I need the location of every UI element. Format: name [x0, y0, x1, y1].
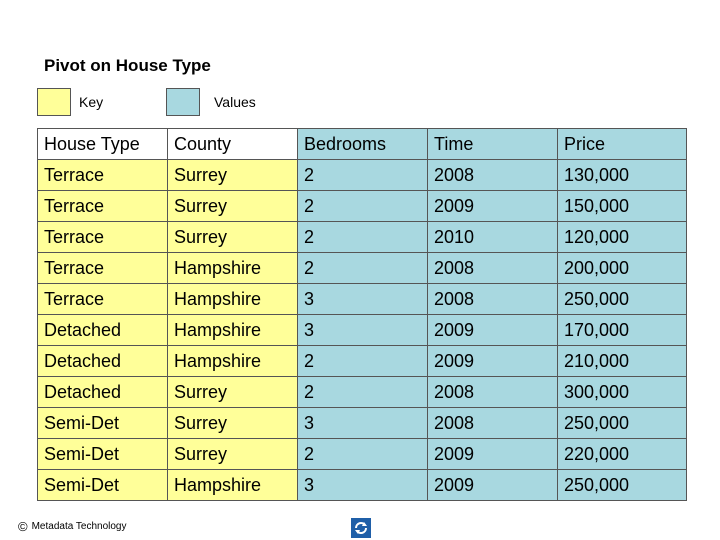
table-row: [38, 470, 687, 501]
cell-house-type: Terrace: [38, 160, 168, 191]
cell-county: Hampshire: [168, 470, 298, 501]
cell-time: 2009: [428, 315, 558, 346]
table-header-row: [38, 129, 687, 160]
cell-county: Hampshire: [168, 346, 298, 377]
cell-time: 2009: [428, 346, 558, 377]
cell-bedrooms: 3: [298, 408, 428, 439]
cell-house-type: Terrace: [38, 253, 168, 284]
cell-bedrooms: 2: [298, 222, 428, 253]
pivot-table: [37, 128, 687, 501]
header-time: Time: [428, 129, 558, 160]
cell-price: 210,000: [558, 346, 687, 377]
cell-bedrooms: 2: [298, 191, 428, 222]
cell-time: 2008: [428, 160, 558, 191]
cell-time: 2008: [428, 253, 558, 284]
recycle-arrows-icon: [351, 518, 371, 538]
table-row: [38, 346, 687, 377]
cell-bedrooms: 2: [298, 377, 428, 408]
cell-bedrooms: 3: [298, 315, 428, 346]
cell-house-type: Terrace: [38, 222, 168, 253]
cell-price: 170,000: [558, 315, 687, 346]
cell-county: Hampshire: [168, 284, 298, 315]
header-house-type: House Type: [38, 129, 168, 160]
cell-county: Surrey: [168, 222, 298, 253]
values-legend-label: Values: [214, 94, 256, 110]
cell-house-type: Detached: [38, 377, 168, 408]
cell-house-type: Semi-Det: [38, 439, 168, 470]
values-swatch: [166, 88, 200, 116]
cell-house-type: Terrace: [38, 191, 168, 222]
header-price: Price: [558, 129, 687, 160]
cell-bedrooms: 3: [298, 470, 428, 501]
company-name: Metadata Technology: [31, 521, 127, 532]
cell-county: Surrey: [168, 439, 298, 470]
table-row: [38, 439, 687, 470]
table-row: [38, 408, 687, 439]
cell-house-type: Semi-Det: [38, 408, 168, 439]
cell-time: 2008: [428, 377, 558, 408]
cell-house-type: Semi-Det: [38, 470, 168, 501]
cell-county: Surrey: [168, 377, 298, 408]
table-row: [38, 315, 687, 346]
cell-county: Surrey: [168, 160, 298, 191]
cell-house-type: Detached: [38, 315, 168, 346]
cell-county: Surrey: [168, 191, 298, 222]
cell-bedrooms: 2: [298, 346, 428, 377]
table-row: [38, 377, 687, 408]
cell-price: 300,000: [558, 377, 687, 408]
cell-time: 2010: [428, 222, 558, 253]
cell-time: 2009: [428, 191, 558, 222]
cell-price: 250,000: [558, 284, 687, 315]
cell-time: 2009: [428, 470, 558, 501]
cell-county: Hampshire: [168, 253, 298, 284]
cell-house-type: Terrace: [38, 284, 168, 315]
key-swatch: [37, 88, 71, 116]
page-title: Pivot on House Type: [44, 56, 211, 75]
cell-bedrooms: 2: [298, 160, 428, 191]
cell-county: Hampshire: [168, 315, 298, 346]
cell-time: 2009: [428, 439, 558, 470]
cell-price: 150,000: [558, 191, 687, 222]
cell-price: 220,000: [558, 439, 687, 470]
cell-price: 200,000: [558, 253, 687, 284]
table-row: [38, 284, 687, 315]
footer: [18, 519, 126, 534]
cell-price: 130,000: [558, 160, 687, 191]
table-row: [38, 160, 687, 191]
cell-price: 120,000: [558, 222, 687, 253]
copyright-symbol: ©: [18, 519, 28, 534]
table-row: [38, 191, 687, 222]
cell-bedrooms: 2: [298, 253, 428, 284]
table-row: [38, 222, 687, 253]
cell-bedrooms: 2: [298, 439, 428, 470]
key-legend-label: Key: [79, 94, 104, 110]
header-bedrooms: Bedrooms: [298, 129, 428, 160]
cell-bedrooms: 3: [298, 284, 428, 315]
cell-price: 250,000: [558, 408, 687, 439]
cell-price: 250,000: [558, 470, 687, 501]
cell-time: 2008: [428, 408, 558, 439]
header-county: County: [168, 129, 298, 160]
cell-county: Surrey: [168, 408, 298, 439]
cell-house-type: Detached: [38, 346, 168, 377]
table-row: [38, 253, 687, 284]
cell-time: 2008: [428, 284, 558, 315]
